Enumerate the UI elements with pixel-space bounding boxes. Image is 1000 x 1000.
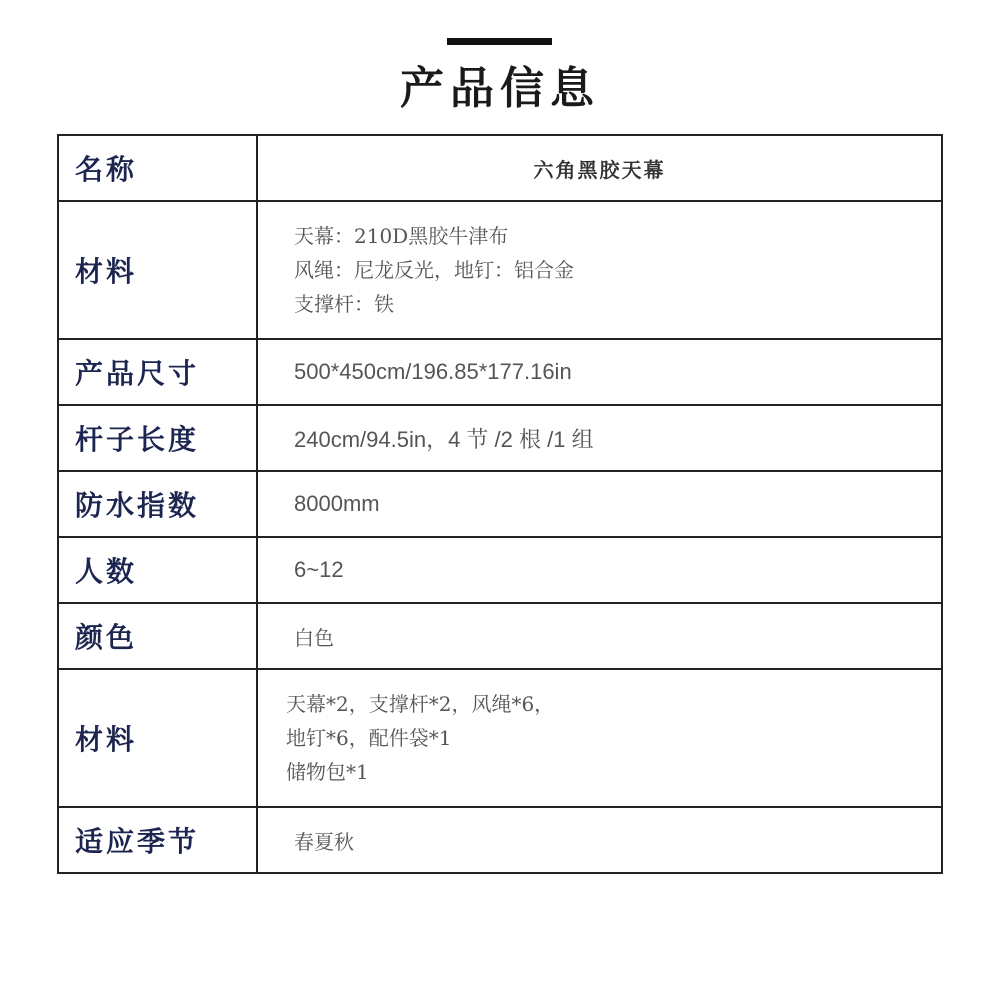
value-line: 天幕*2，支撑杆*2，风绳*6， xyxy=(286,692,555,716)
table-row xyxy=(58,603,942,669)
value-line: 储物包*1 xyxy=(286,760,369,784)
value-line: 支撑杆：铁 xyxy=(294,292,394,316)
row-label: 人数 xyxy=(58,537,257,603)
row-label: 产品尺寸 xyxy=(58,339,257,405)
table-row xyxy=(58,201,942,339)
table-row xyxy=(58,135,942,201)
value-line: 天幕：210D黑胶牛津布 xyxy=(294,224,509,248)
row-label: 杆子长度 xyxy=(58,405,257,471)
row-value xyxy=(257,471,942,537)
row-value xyxy=(257,807,942,873)
page-title: 产品信息 xyxy=(400,63,600,114)
row-label: 材料 xyxy=(58,201,257,339)
row-label: 适应季节 xyxy=(58,807,257,873)
table-row xyxy=(58,339,942,405)
row-value xyxy=(257,201,942,339)
value-line: 白色 xyxy=(294,625,334,650)
row-label: 名称 xyxy=(58,135,257,201)
product-info-table xyxy=(57,134,943,874)
title-decoration-bar xyxy=(447,38,552,45)
row-value xyxy=(257,537,942,603)
value-line: 六角黑胶天幕 xyxy=(533,157,666,182)
table-row xyxy=(58,537,942,603)
value-line: 6~12 xyxy=(294,557,344,582)
row-label: 防水指数 xyxy=(58,471,257,537)
value-line: 500*450cm/196.85*177.16in xyxy=(294,359,572,384)
value-line: 风绳：尼龙反光，地钉：铝合金 xyxy=(294,258,574,282)
value-line: 8000mm xyxy=(294,491,380,516)
row-label: 材料 xyxy=(58,669,257,807)
table-row xyxy=(58,471,942,537)
row-value xyxy=(257,669,942,807)
row-value xyxy=(257,405,942,471)
value-line: 240cm/94.5in，4 节 /2 根 /1 组 xyxy=(294,426,594,452)
row-label: 颜色 xyxy=(58,603,257,669)
table-row xyxy=(58,669,942,807)
table-row xyxy=(58,405,942,471)
row-value xyxy=(257,339,942,405)
row-value xyxy=(257,603,942,669)
table-row xyxy=(58,807,942,873)
value-line: 春夏秋 xyxy=(294,829,354,854)
row-value xyxy=(257,135,942,201)
value-line: 地钉*6，配件袋*1 xyxy=(286,726,452,750)
